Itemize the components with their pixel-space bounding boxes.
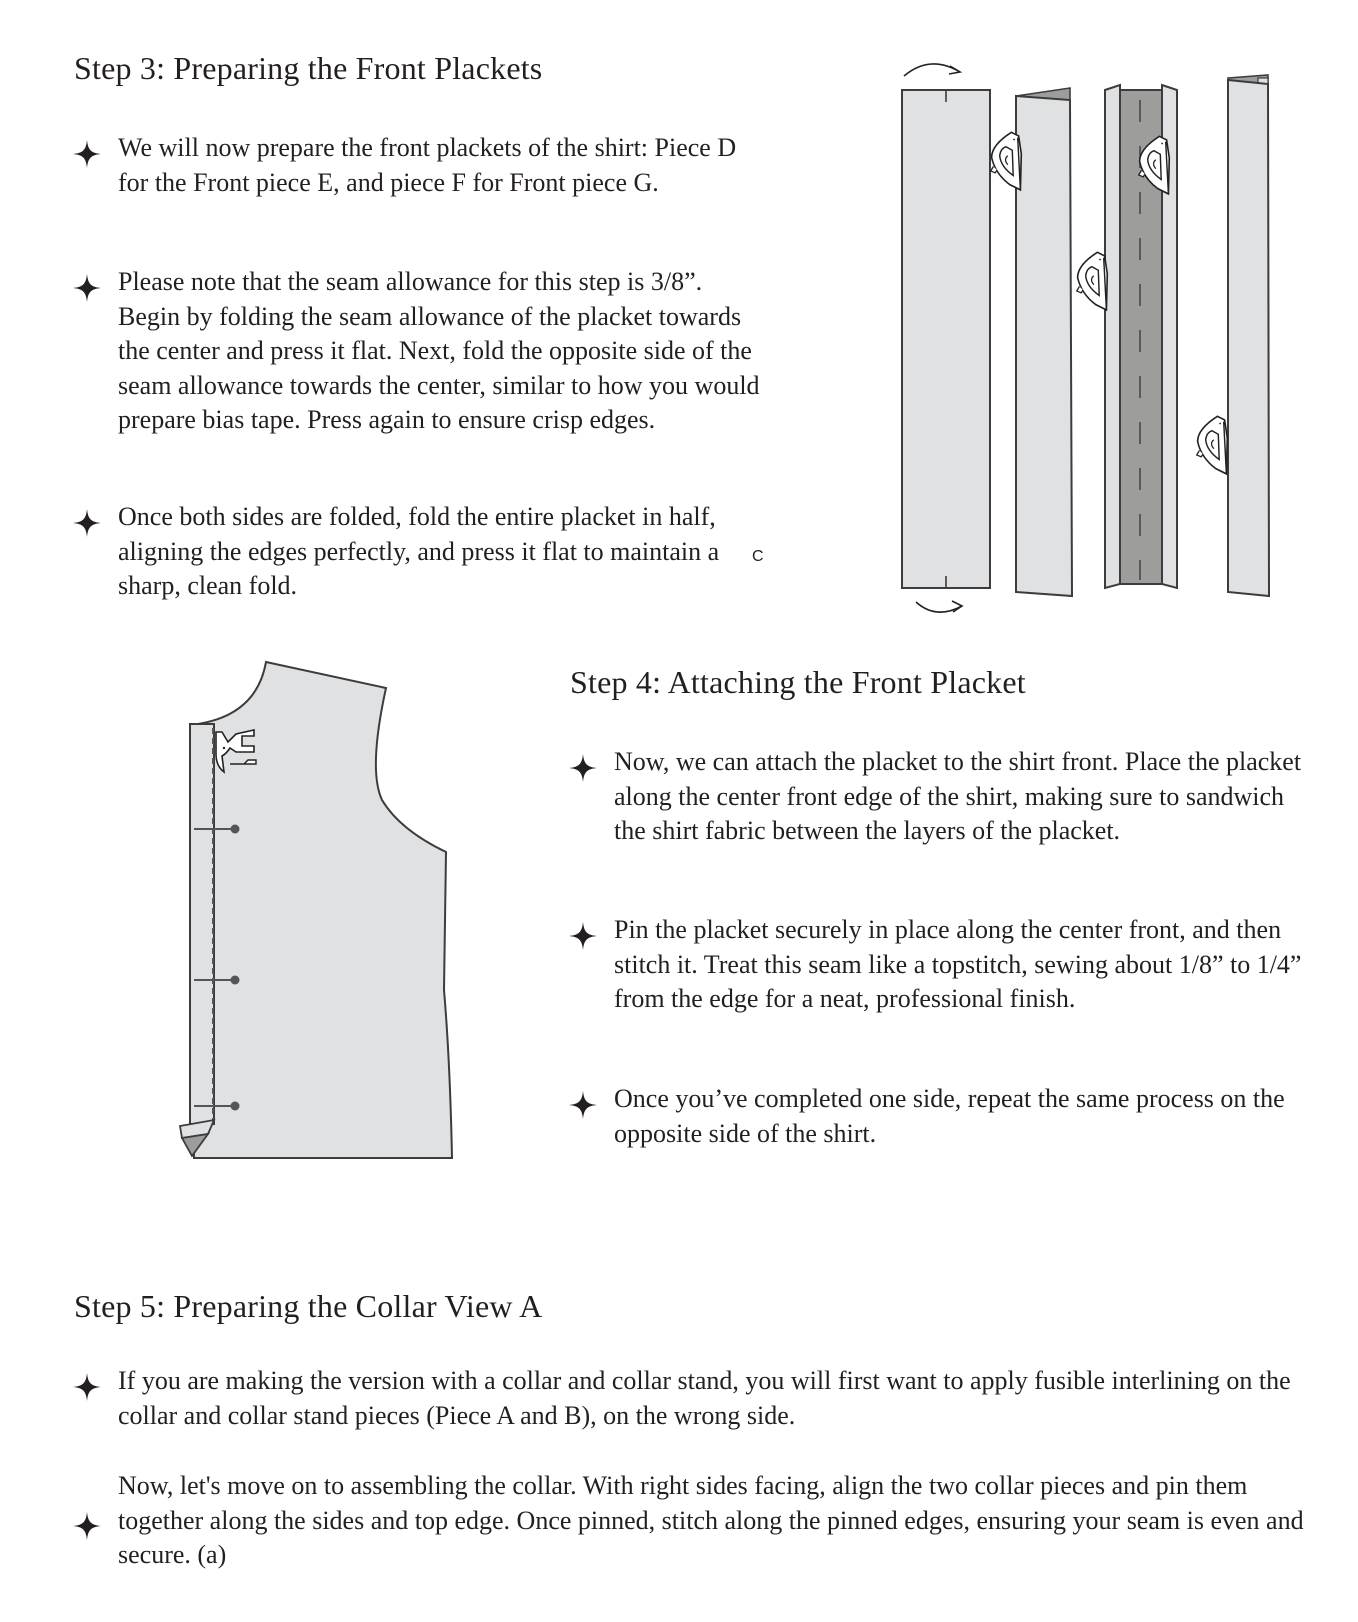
placket-folding-figure bbox=[860, 50, 1280, 630]
step3-bullet-1 bbox=[118, 131, 768, 200]
star-bullet-icon bbox=[72, 508, 102, 538]
shirt-front-figure bbox=[160, 630, 480, 1170]
step3-bullet-2 bbox=[118, 265, 768, 438]
star-bullet-icon bbox=[568, 1090, 598, 1120]
star-bullet-icon bbox=[72, 1372, 102, 1402]
iron-icon bbox=[1197, 416, 1228, 474]
step4-bullet-1 bbox=[614, 745, 1304, 849]
bullet-text: Now, we can attach the placket to the shirt front. Place the placket along the center front edge of the shirt, making sure to sandwich the shirt fabric between the layers of the placket. bbox=[614, 747, 1302, 845]
step4-bullet-3 bbox=[614, 1082, 1304, 1151]
star-bullet-icon bbox=[568, 921, 598, 951]
bullet-text: Once both sides are folded, fold the entire placket in half, aligning the edges perfectly, and press it flat to maintain a sharp, clean fold. bbox=[118, 502, 720, 600]
placket-panel-flat bbox=[902, 90, 990, 588]
bullet-text: If you are making the version with a collar and collar stand, you will first want to apply fusible interlining on the collar and collar stand pieces (Piece A and B), on the wrong side. bbox=[118, 1366, 1291, 1430]
placket-panel-one-fold bbox=[1016, 88, 1072, 596]
iron-icon bbox=[1077, 252, 1108, 310]
bullet-text: We will now prepare the front plackets of the shirt: Piece D for the Front piece E, and piece F for Front piece G. bbox=[118, 133, 737, 197]
star-bullet-icon bbox=[72, 1511, 102, 1541]
star-bullet-icon bbox=[568, 753, 598, 783]
step3-bullet-3 bbox=[118, 500, 768, 604]
step5-title: Step 5: Preparing the Collar View A bbox=[74, 1288, 543, 1324]
step5-bullet-1 bbox=[118, 1364, 1318, 1433]
bullet-text: Now, let's move on to assembling the collar. With right sides facing, align the two collar pieces and pin them together along the sides and top edge. Once pinned, stitch along the pinned edges, ensuring your seam is even and secure. (a) bbox=[118, 1471, 1304, 1569]
step4-title: Step 4: Attaching the Front Placket bbox=[570, 664, 1026, 700]
bullet-text: Once you’ve completed one side, repeat the same process on the opposite side of the shirt. bbox=[614, 1084, 1285, 1148]
star-bullet-icon bbox=[72, 273, 102, 303]
placket-panel-half-fold bbox=[1228, 75, 1269, 596]
bullet-text: Pin the placket securely in place along the center front, and then stitch it. Treat this seam like a topstitch, sewing about 1/8” to 1/4” from the edge for a neat, professional finish. bbox=[614, 915, 1302, 1013]
stray-mark: C bbox=[752, 548, 764, 565]
star-bullet-icon bbox=[72, 139, 102, 169]
iron-icon bbox=[991, 132, 1022, 190]
step3-title: Step 3: Preparing the Front Plackets bbox=[74, 50, 543, 86]
bullet-text: Please note that the seam allowance for this step is 3/8”. Begin by folding the seam allowance of the placket towards the center and press it flat. Next, fold the opposite side of the seam allowance towards the center, similar to how you would prepare bias tape. Press again to ensure crisp edges. bbox=[118, 267, 760, 434]
step5-bullet-2 bbox=[118, 1469, 1318, 1573]
step4-bullet-2 bbox=[614, 913, 1304, 1017]
